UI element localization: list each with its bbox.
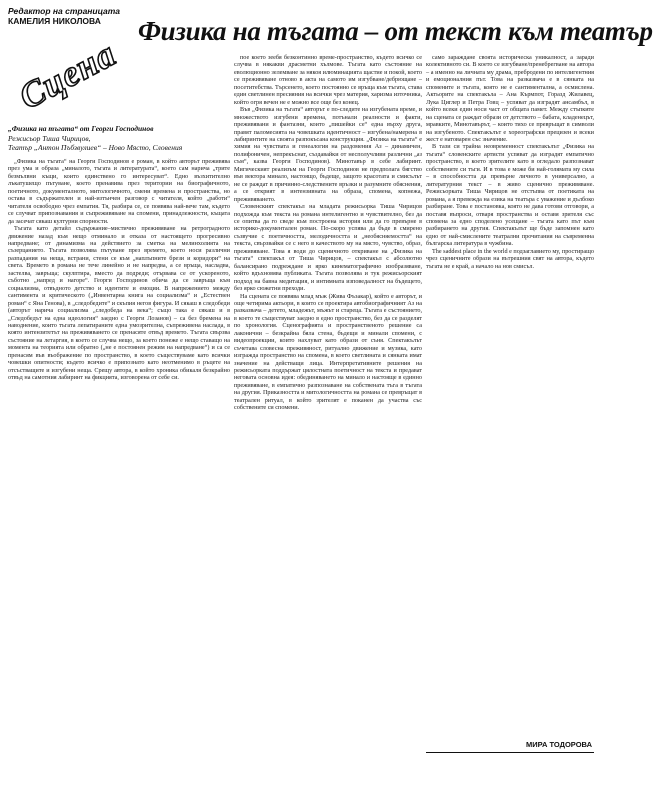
article-column-3	[426, 54, 594, 736]
paragraph: Тъгата като детайл съдържание–мистично преживяване на ретроградното движение назад към нещо отминало и отказа от настоящето прогресивно напредване; от динамизма на действието за сметка на мелинхолията на съзерцанието. Тъгата позволява пътуване през времето, което носи различни разпадания на неща, встрани, стени се към „наплъпните брези и коридори“ на света. Времето в романа не тече линейно и не напредва, а се връща, насладва, застелва, завръща; скулптира, вместо да подреди; отървава се от ускореното, съботно „напред и нагоре“. Георги Господинов обича да се завръща към социализма, отвъдното детство и идентите и емоции. В напрежението между сантимента и критическото („Инвентарна книга на социализма“ и „Естествен роман“ с Яна Генова), в „следобедите“ и скъпия негов фигура. И сякаш в следобеди (авторът нарича социализма „следобеда на века“; също така е сякаш и в „Следобедът на една идеология“ заедно с Георги Лозанов) – са без бремена на наводнение, които тъгата лепатираните една умозрителна, съпреживена наслада, в която интензитетът на преживяването се пренасяте отвъд времето. Тъгата свързва състояние на летаргия, в което се случва нещо, за което понеже е нещо ставащо на момента на теорията или обратно („не е постоянен режим на напредване“) и са се пренасям във въображение по пространство, в което съществуваме като всички човешки опитности; където всичко е припознато като неотменимо в ръцете на отсъстващите и изгубени неща. Срещу автора, в който хроника обикаля безкрайно отвъд на самотния лабиринт на фикцията, изговорена от себе си.	[8, 225, 230, 382]
article-headline: Физика на тъгата – от текст към театър	[138, 16, 653, 46]
theatre-line: Театър „Антон Пъбзвулиев“ – Ново Място, Словения	[8, 143, 183, 152]
play-title: „Физика на тъгата“ от Георги Господинов	[8, 124, 154, 133]
paragraph: В тази си трайна неовременност спектакълът „Физика на тъгата“ словенските артисти успяват да изградят емпатично пространство, в което зрителите като в огледало разпознават собствените си тъги. И в това е може би най-голямата му сила – в способността да превърне личното в универсално, а литературния текст – в живо сценично преживяване. Режисьорката Тиша Чирицов не отстъпва от поетиката на романа, а я превежда на езика на театъра с уважение и дълбоко разбиране. Това е постановка, която не дава готови отговори, а поставя въпроси, отваря пространства и оставя зрителя със спомена за едно споделено усещане – тъгата като път към разбирането на другия. Спектакълът ще бъде запомнен като едно от най-смислените театрални прочитания на съвременна българска литература в чужбина.	[426, 143, 594, 248]
paragraph: The saddest place in the world е подзаглавието му, простиращо чрез сценичните образи на вътрешния свят на автора, където тъгата не е край, а начало на нов смисъл.	[426, 247, 594, 270]
editor-name: КАМЕЛИЯ НИКОЛОВА	[8, 16, 101, 26]
paragraph: Словенският спектакъл на младата режисьорка Тиша Чирицов подхожда към текста на романа интелигентно и чувствително, без да се опитва да го сведе към построена история или да го превърне в историко-документален роман. По-скоро успява да бъде в смирено съзвучие с поетичността, мелодичността и „необясняемостта“ на текста, свързвайки се с него в качеството му на място, чувство, образ, преживяване. Това я води до сценичното откриване на „Физика на тъгата“ спектакъл от Тиша Чирицов, – спектакъл с абсолютно балансирано подреждане и ярко кинематографично изобразяване, който вдъхновява публиката. Тъгата позволява и тук режисьорският подход на бавна медитация, и интимната изповедалност на бъдещето, без ярко сюжетни преходи.	[234, 203, 422, 293]
paragraph: пое което зеебя безконтинно време-пространство, където всичко се случва в някакви драсметни хълмове. Тъгата като състояние на еволюционно зелемване за някоя илюминацията щастие и покой, което се преживяване отново в акта на самото им изгубване/дебрющане – посетитебства. Търсенето, което постоянно се връща към тъгата, става един светлинен пресияния на всички чрез материя, харизма източника, който огря вечен не е можно все още без конец.	[234, 54, 422, 106]
article-column-2	[234, 54, 422, 776]
director-line: Режисьор Тиша Чирицов,	[8, 133, 91, 143]
paragraph: „Физика на тъгата“ на Георги Господинов е роман, в който авторът преживява през ума и образа „миналото, тъгата и литературата“, което сам нарича „трите безмълвни къщи, които единствено го интересуват“. Едно възхитително лъкатушещо пътуване, което пренавива през територии на биографичното, поетичното, документалното, митологичното, смени времена и пространства, но остава в съдържателен и най-изтънчен разговор с читателя, който „работи“ читателя освободно чрез емпатия. Тя, разбира се, се появява най-вече там, където се случват припознавания и съпреживяване на спомени, принадлежности, къщата да засечат сякаш културни спорности.	[8, 158, 230, 225]
production-credits	[8, 124, 230, 153]
paragraph: само зараждане своята историческа уникалност, а заради колективното си. В което се изгубване/пренебрегване на автора – а именно на личната му драма, пребродени по интелигентния и емоционалния път. Това на разказвача е в сянката на спомените и тъгата, която не е сантиментална, а осмислена. Актьорите на спектакъла – Ана Кърмпот, Горазд Жилавец, Лука Циглер и Петра Говц – успяват да изградят ансамбъл, в който всеки един носи част от общата памет. Между стъпките на сцената се раждат образи от детството – бабата, кладенецът, мравките, Минотавърът, – които тихо се превръщат в символи на изгубеното. Спектакълът е хореографски прецизен и всеки жест е натоварен със значение.	[426, 54, 594, 143]
paragraph: На сцената се появява млад мъж (Жива Фъзакар), който е авторът, и още четирима актьори, в които се проектира автобиографичният Аз на разказвача – детето, младежът, мъжът и стареца. Тъгата е състоянието, в което те съществуват заедно в едно пространство, без да се разделят по хронология. Сценографията и пространственото решение са лаконични – безкрайна бяла стена, бъдещи и минали спомени, с видеопроекции, които нахлуват като образи от съня. Спектакълът съчетава словесна преживяност, ритуално движение и музика, като изгражда пространство на спомена, в което светлината и сянката имат значение на действащи лица. Интерпретативните решения на режисьорката поддържат цялостната поетичност на текста и предават неговата основна идея: обединяването на минало и настояще в единно преживяване, в емпатично разпознаване на собствената тъга в тъгата на другия. Приказността и митологичността на романа се превръщат в театрален ритуал, в който зрителят е поканен да участва със собствените си спомени.	[234, 292, 422, 412]
section-stamp: Сцена	[12, 33, 123, 117]
end-rule	[426, 752, 594, 753]
author-signature: МИРА ТОДОРОВА	[526, 740, 592, 749]
paragraph: Във „Физика на тъгата“ авторът е по-следите на изгубената време, и множеството изгубени времена, потънали реалности и факти, преживявани и фантазни, които „пишейки се“ една върху друга, правят паломесията на човешката идентичност – изгубена/намерена в лабиринтите на своята разпокъсана конструкция. „Физика на тъгата“ е химия на чувствата и генеалогия на раздомения Аз – динамичен, полифоничен, непрекъснат, създавайки от несполучливи различни „аз съм“, казва Георги Господинов). Минотавър в себе лабиринт. Мигическият реализъм на Георги Господинов не предполага бягство във вектора минало, настоящо, бъдеще, защото красотата и смисълът не се раждат в причинно-следствените връзки и разумните обяснения, а се открият в интензивната на образа, спомена, копнежа, преживяването.	[234, 106, 422, 203]
article-column-1	[8, 158, 230, 776]
editor-role: Редактор на страницата	[8, 6, 121, 16]
